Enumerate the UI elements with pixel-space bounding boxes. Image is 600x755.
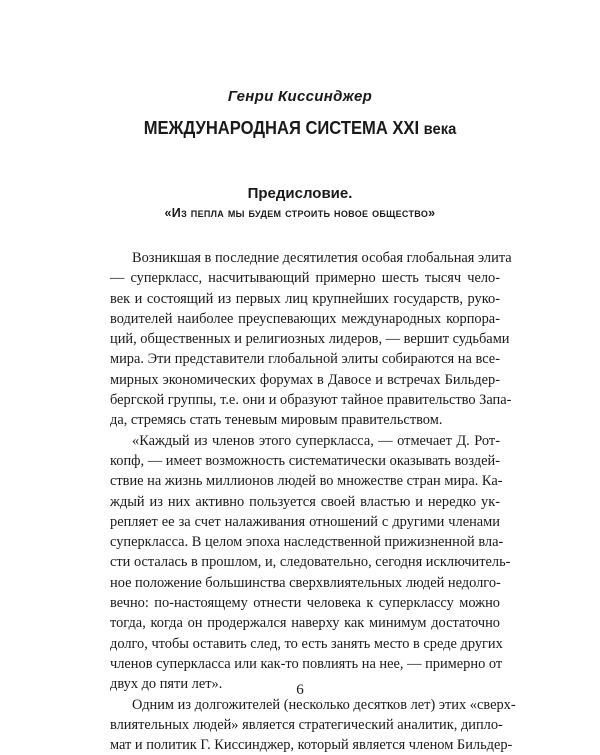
text-line: водителей наиболее преуспевающих международных корпора- <box>110 310 500 327</box>
text-line: репляет ее за счет налаживания отношений с другими членами <box>110 513 500 530</box>
body-text <box>110 248 516 755</box>
text-line: ствие на жизнь миллионов людей во множестве стран мира. Ка- <box>110 473 503 490</box>
section-title: Предисловие. <box>247 185 353 202</box>
text-line: мирных экономических форумах в Давосе и встречах Бильдер- <box>110 371 500 388</box>
text-line: долго, чтобы оставить след, то есть занять место в среде других <box>110 635 503 652</box>
book-title-tail: века <box>423 121 457 138</box>
text-line: членов суперкласса или как-то повлиять на нее, — примерно от <box>110 655 503 672</box>
text-line: двух до пяти лет». <box>110 676 223 693</box>
text-line: ждый из них активно пользуется своей властью и нередко ук- <box>110 493 500 510</box>
text-line: тогда, когда он продержался наверху как минимум достаточно <box>110 615 500 632</box>
text-line: ций, общественных и религиозных лидеров, — вершит судьбами <box>110 331 510 348</box>
author-name: Генри Киссинджер <box>227 88 373 105</box>
text-line: Одним из долгожителей (несколько десятков лет) этих «сверх- <box>132 696 516 713</box>
text-line: бергской группы, т.е. они и образуют тайное правительство Запа- <box>110 392 512 409</box>
text-line: суперкласса. В целом эпоха наследственной прижизненной вла- <box>110 534 504 551</box>
text-line: Возникшая в последние десятилетия особая глобальная элита <box>132 250 512 266</box>
text-line: ное положение большинства сверхвлиятельных людей недолго- <box>110 574 501 591</box>
text-line: «Каждый из членов этого суперкласса, — отмечает Д. Рот- <box>132 432 500 449</box>
text-line: влиятельных людей» является стратегический аналитик, дипло- <box>110 716 503 733</box>
text-line: копф, — имеет возможность систематически оказывать воздей- <box>110 452 500 469</box>
page-number: 6 <box>296 682 304 698</box>
text-line: — суперкласс, насчитывающий примерно шесть тысяч чело- <box>110 270 500 287</box>
book-title-main: МЕЖДУНАРОДНАЯ СИСТЕМА XXI <box>143 118 420 138</box>
text-line: вечно: по-настоящему отнести человека к суперклассу можно <box>110 595 500 612</box>
text-line: мира. Эти представители глобальной элиты собираются на все- <box>110 351 500 368</box>
section-subtitle: «Из пепла мы будем строить новое общество» <box>164 206 436 220</box>
text-line: век и состоящий из первых лиц крупнейших государств, руко- <box>110 290 500 307</box>
book-title <box>24 118 576 139</box>
text-line: да, стремясь стать теневым мировым правительством. <box>110 412 443 429</box>
text-line: сти осталась в прошлом, и, следовательно, сегодня исключитель- <box>110 554 511 571</box>
text-line: мат и политик Г. Киссинджер, который является членом Бильдер- <box>110 737 513 754</box>
